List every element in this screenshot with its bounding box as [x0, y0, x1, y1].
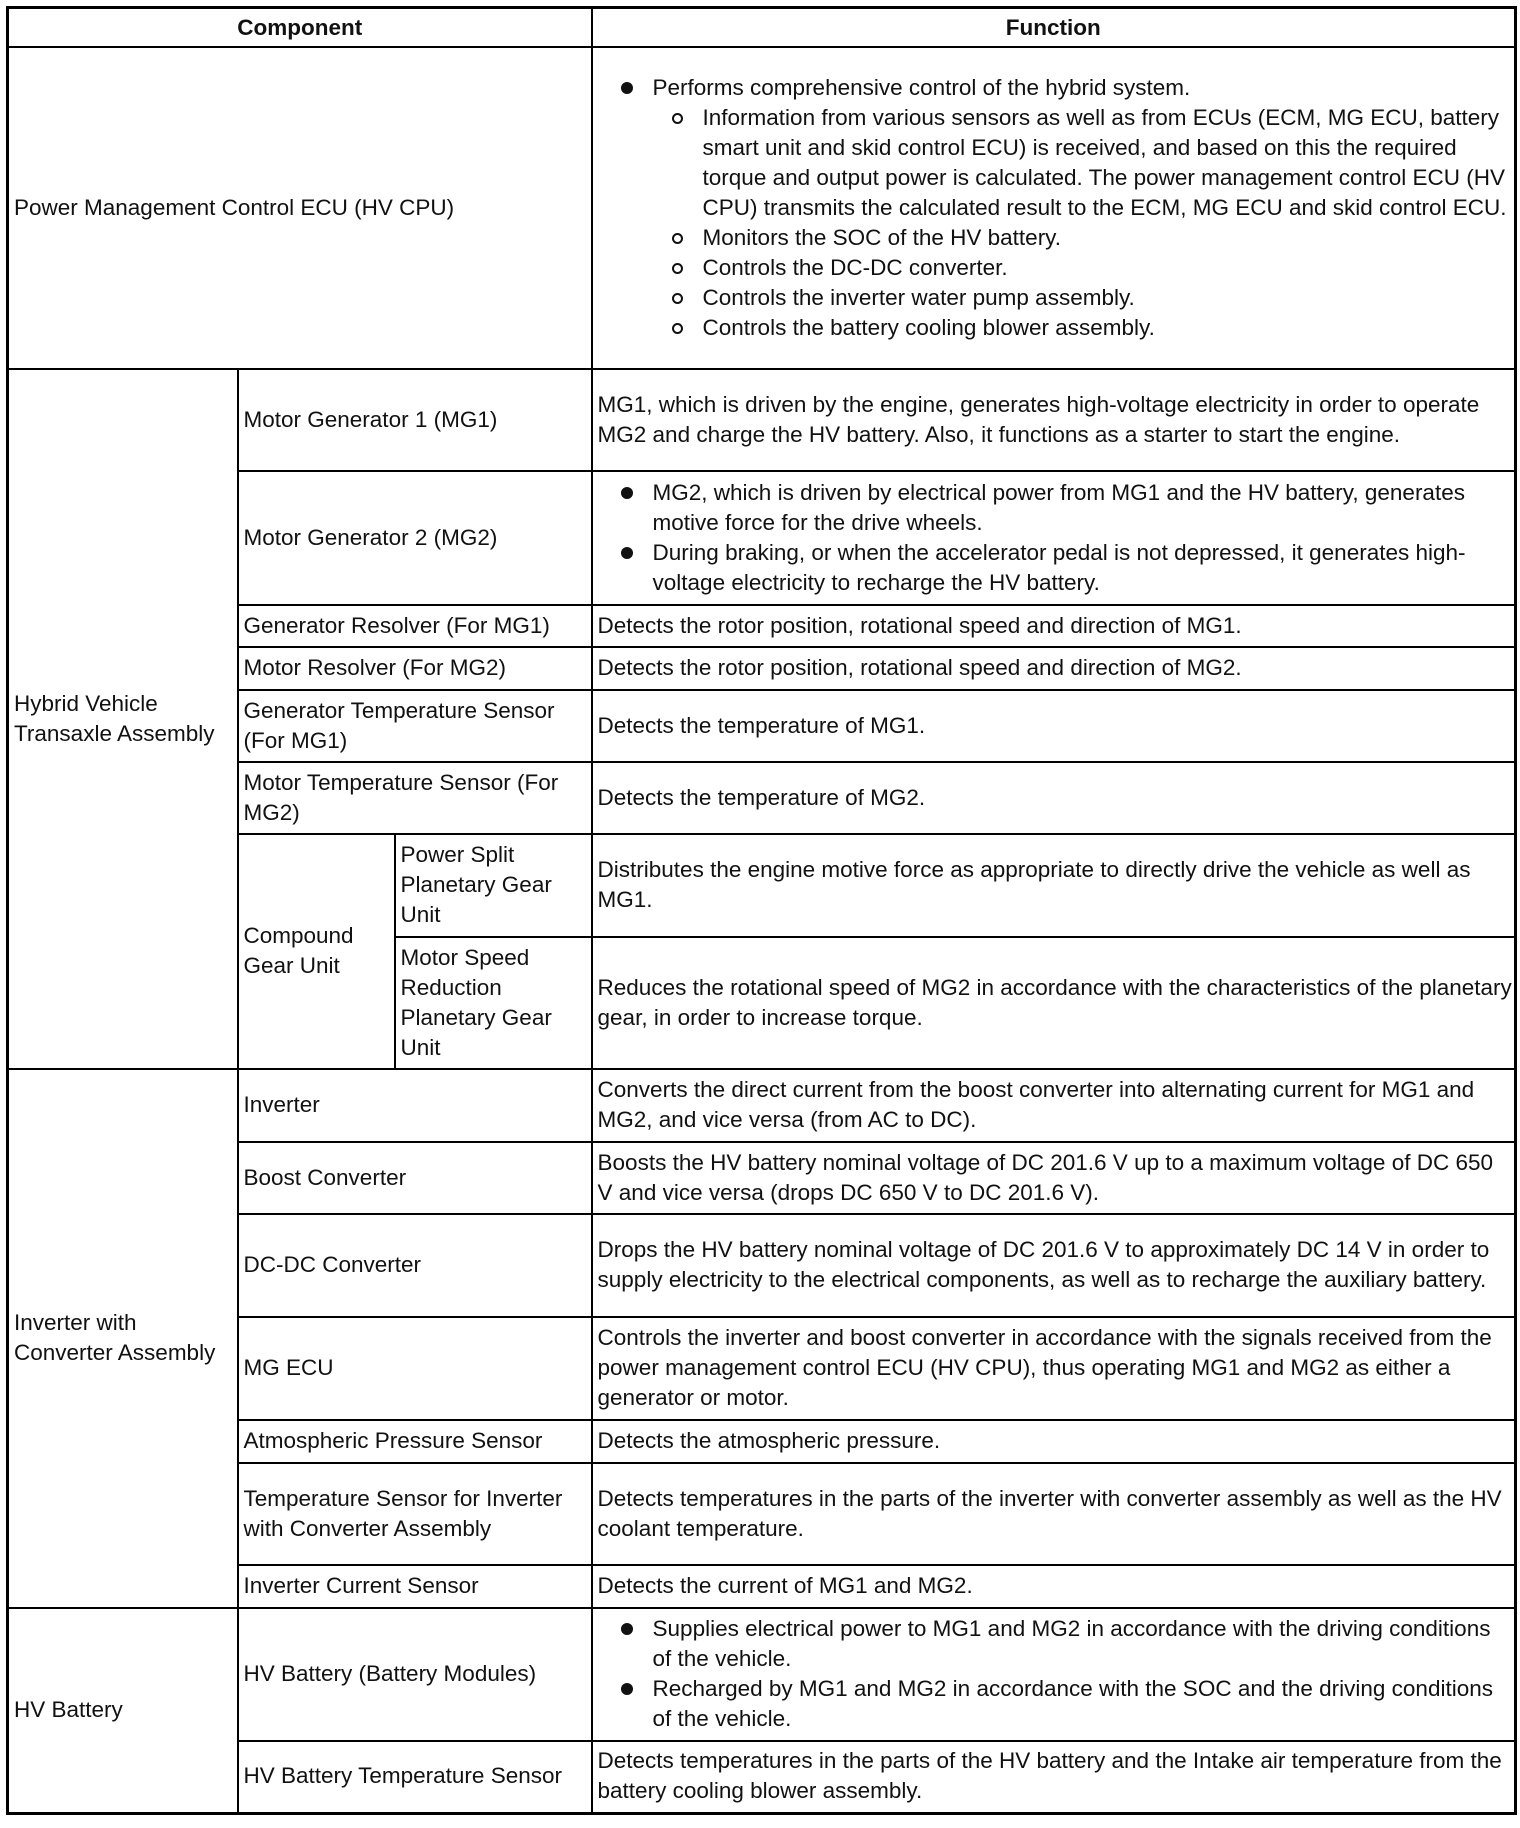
bullet-list — [598, 478, 1513, 598]
sub-bullet-item: Controls the inverter water pump assembly. — [668, 283, 1513, 313]
function-cell: Detects the temperature of MG2. — [592, 762, 1516, 834]
component-cell: Power Split Planetary Gear Unit — [395, 834, 592, 937]
table-row — [8, 47, 1516, 369]
function-cell: MG1, which is driven by the engine, generates high-voltage electricity in order to operate MG2 and charge the HV battery. Also, it functions as a starter to start the engine. — [592, 369, 1516, 471]
function-cell: Controls the inverter and boost converter in accordance with the signals received from the power management control ECU (HV CPU), thus operating MG1 and MG2 as either a generator or motor. — [592, 1317, 1516, 1420]
bullet-text: Performs comprehensive control of the hybrid system. — [652, 74, 1191, 100]
component-cell: HV Battery (Battery Modules) — [238, 1608, 592, 1741]
component-cell: HV Battery Temperature Sensor — [238, 1741, 592, 1813]
component-cell: Motor Speed Reduction Planetary Gear Unit — [395, 937, 592, 1069]
group-cell: Hybrid Vehicle Transaxle Assembly — [8, 369, 238, 1069]
group-cell: HV Battery — [8, 1608, 238, 1813]
sub-bullet-list — [653, 103, 1513, 343]
sub-bullet-item: Controls the battery cooling blower assembly. — [668, 313, 1513, 343]
function-cell: Converts the direct current from the boost converter into alternating current for MG1 and MG2, and vice versa (from AC to DC). — [592, 1069, 1516, 1142]
compound-gear-unit-cell: Compound Gear Unit — [238, 834, 395, 1069]
function-cell: Detects the current of MG1 and MG2. — [592, 1565, 1516, 1608]
header-component: Component — [8, 8, 592, 48]
component-cell: DC-DC Converter — [238, 1214, 592, 1317]
function-cell: Distributes the engine motive force as appropriate to directly drive the vehicle as well as MG1. — [592, 834, 1516, 937]
component-function-table — [6, 6, 1517, 1815]
component-cell: Inverter — [238, 1069, 592, 1142]
header-row — [8, 8, 1516, 48]
function-cell: Detects the atmospheric pressure. — [592, 1420, 1516, 1463]
sub-bullet-item: Monitors the SOC of the HV battery. — [668, 223, 1513, 253]
component-cell: MG ECU — [238, 1317, 592, 1420]
function-cell: Detects the rotor position, rotational speed and direction of MG2. — [592, 647, 1516, 690]
function-cell — [592, 471, 1516, 605]
sub-bullet-item: Controls the DC-DC converter. — [668, 253, 1513, 283]
bullet-list — [598, 1614, 1513, 1734]
function-cell: Detects the rotor position, rotational speed and direction of MG1. — [592, 605, 1516, 647]
function-cell — [592, 47, 1516, 369]
component-cell: Atmospheric Pressure Sensor — [238, 1420, 592, 1463]
bullet-item: During braking, or when the accelerator pedal is not depressed, it generates high-voltage electricity to recharge the HV battery. — [618, 538, 1513, 598]
table-row — [8, 369, 1516, 471]
component-cell: Generator Resolver (For MG1) — [238, 605, 592, 647]
component-cell: Motor Temperature Sensor (For MG2) — [238, 762, 592, 834]
bullet-item: Recharged by MG1 and MG2 in accordance with the SOC and the driving conditions of the vehicle. — [618, 1674, 1513, 1734]
table-row — [8, 1069, 1516, 1142]
bullet-item: MG2, which is driven by electrical power from MG1 and the HV battery, generates motive force for the drive wheels. — [618, 478, 1513, 538]
function-cell: Detects temperatures in the parts of the HV battery and the Intake air temperature from the battery cooling blower assembly. — [592, 1741, 1516, 1813]
function-cell: Drops the HV battery nominal voltage of DC 201.6 V to approximately DC 14 V in order to supply electricity to the electrical components, as well as to recharge the auxiliary battery. — [592, 1214, 1516, 1317]
function-cell — [592, 1608, 1516, 1741]
component-cell: Motor Generator 1 (MG1) — [238, 369, 592, 471]
component-cell: Boost Converter — [238, 1142, 592, 1214]
component-cell: Temperature Sensor for Inverter with Converter Assembly — [238, 1463, 592, 1565]
bullet-item: Supplies electrical power to MG1 and MG2 in accordance with the driving conditions of the vehicle. — [618, 1614, 1513, 1674]
table-row — [8, 1608, 1516, 1741]
component-cell: Inverter Current Sensor — [238, 1565, 592, 1608]
sub-bullet-item: Information from various sensors as well as from ECUs (ECM, MG ECU, battery smart unit and skid control ECU) is received, and based on this the required torque and output power is calculated. The power management control ECU (HV CPU) transmits the calculated result to the ECM, MG ECU and skid control ECU. — [668, 103, 1513, 223]
component-cell: Generator Temperature Sensor (For MG1) — [238, 690, 592, 762]
component-cell: Motor Resolver (For MG2) — [238, 647, 592, 690]
bullet-item — [618, 73, 1513, 343]
function-cell: Boosts the HV battery nominal voltage of DC 201.6 V up to a maximum voltage of DC 650 V and vice versa (drops DC 650 V to DC 201.6 V). — [592, 1142, 1516, 1214]
group-cell: Inverter with Converter Assembly — [8, 1069, 238, 1608]
bullet-list — [598, 73, 1513, 343]
function-cell: Detects the temperature of MG1. — [592, 690, 1516, 762]
component-cell: Motor Generator 2 (MG2) — [238, 471, 592, 605]
component-function-table-wrapper — [6, 6, 1514, 1815]
header-function: Function — [592, 8, 1516, 48]
function-cell: Reduces the rotational speed of MG2 in accordance with the characteristics of the planetary gear, in order to increase torque. — [592, 937, 1516, 1069]
component-cell: Power Management Control ECU (HV CPU) — [8, 47, 592, 369]
function-cell: Detects temperatures in the parts of the inverter with converter assembly as well as the HV coolant temperature. — [592, 1463, 1516, 1565]
